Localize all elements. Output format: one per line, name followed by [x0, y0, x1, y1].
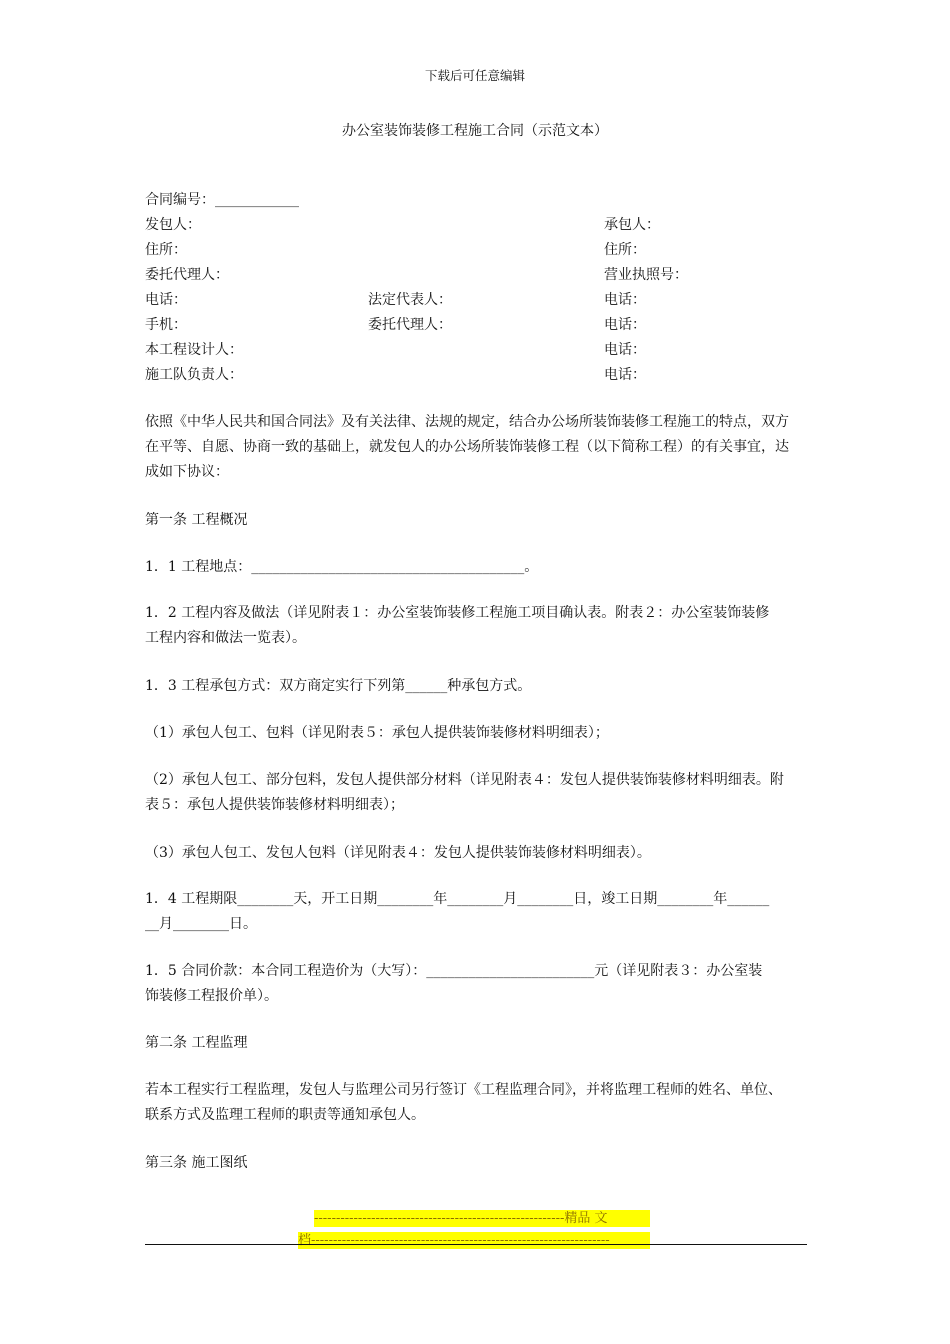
footer-watermark: [298, 1210, 652, 1254]
text-line: __月________日。: [145, 916, 257, 932]
party-row: [145, 314, 810, 336]
legal-representative-label: 法定代表人：: [368, 292, 452, 308]
contractor-address-label: 住所：: [604, 242, 646, 258]
clause-1-2: [145, 601, 807, 651]
employer-mobile-label: 手机：: [145, 317, 187, 333]
article-2-heading: 第二条 工程监理: [145, 1035, 248, 1051]
text-line: 工程内容和做法一览表）。: [145, 630, 306, 646]
footer-divider: [145, 1244, 807, 1245]
header-note: 下载后可任意编辑: [424, 68, 525, 83]
party-row: [145, 239, 810, 261]
contract-number: 合同编号：____________: [145, 192, 299, 208]
article-2-body: [145, 1078, 807, 1128]
option-3: （3）承包人包工、发包人包料（详见附表４：发包人提供装饰装修材料明细表）。: [145, 845, 651, 861]
clause-1-1: 1．1 工程地点：_______________________________________。: [145, 559, 539, 575]
employer-label: 发包人：: [145, 217, 201, 233]
party-row: [145, 264, 810, 286]
text-line: 在平等、自愿、协商一致的基础上，就发包人的办公场所装饰装修工程（以下简称工程）的有关事宜，达: [145, 439, 789, 455]
text-line: 成如下协议：: [145, 464, 229, 480]
business-license-label: 营业执照号：: [604, 267, 688, 283]
contractor-label: 承包人：: [604, 217, 660, 233]
employer-address-label: 住所：: [145, 242, 187, 258]
footer-line: 档--------------------------------------------------------------------: [298, 1232, 650, 1249]
text-line: 1．5 合同价款：本合同工程造价为（大写）：________________________元（详见附表３：办公室装: [145, 963, 763, 979]
document-title: 办公室装饰装修工程施工合同（示范文本）: [342, 123, 608, 139]
party-row: [145, 214, 810, 236]
text-line: 依照《中华人民共和国合同法》及有关法律、法规的规定，结合办公场所装饰装修工程施工的特点，双方: [145, 414, 789, 430]
party-row: [145, 364, 810, 386]
text-line: 表５：承包人提供装饰装修材料明细表）；: [145, 797, 404, 813]
agent-phone-label: 电话：: [604, 317, 646, 333]
clause-1-3: 1．3 工程承包方式：双方商定实行下列第______种承包方式。: [145, 678, 532, 694]
team-leader-phone-label: 电话：: [604, 367, 646, 383]
article-1-heading: 第一条 工程概况: [145, 512, 248, 528]
clause-1-5: [145, 959, 807, 1009]
option-1: （1）承包人包工、包料（详见附表５：承包人提供装饰装修材料明细表）；: [145, 725, 609, 741]
text-line: （2）承包人包工、部分包料，发包人提供部分材料（详见附表４：发包人提供装饰装修材料明细表。附: [145, 772, 784, 788]
text-line: 若本工程实行工程监理，发包人与监理公司另行签订《工程监理合同》，并将监理工程师的姓名、单位、: [145, 1082, 782, 1098]
party-row: [145, 289, 810, 311]
employer-phone-label: 电话：: [145, 292, 187, 308]
text-line: 联系方式及监理工程师的职责等通知承包人。: [145, 1107, 425, 1123]
text-line: 1．2 工程内容及做法（详见附表１：办公室装饰装修工程施工项目确认表。附表２：办公室装饰装修: [145, 605, 770, 621]
article-3-heading: 第三条 施工图纸: [145, 1155, 248, 1171]
contractor-phone-label: 电话：: [604, 292, 646, 308]
designer-phone-label: 电话：: [604, 342, 646, 358]
employer-agent-label: 委托代理人：: [145, 267, 229, 283]
text-line: 饰装修工程报价单）。: [145, 988, 278, 1004]
team-leader-label: 施工队负责人：: [145, 367, 243, 383]
designer-label: 本工程设计人：: [145, 342, 243, 358]
footer-line: ---------------------------------------------------------精品 文: [314, 1210, 650, 1227]
option-2: [145, 768, 807, 818]
text-line: 1．4 工程期限________天，开工日期________年________月________日，竣工日期________年______: [145, 891, 770, 907]
preamble-paragraph: [145, 410, 807, 485]
contract-number-row: [145, 189, 810, 211]
contractor-agent-label: 委托代理人：: [368, 317, 452, 333]
party-row: [145, 339, 810, 361]
clause-1-4: [145, 887, 807, 937]
